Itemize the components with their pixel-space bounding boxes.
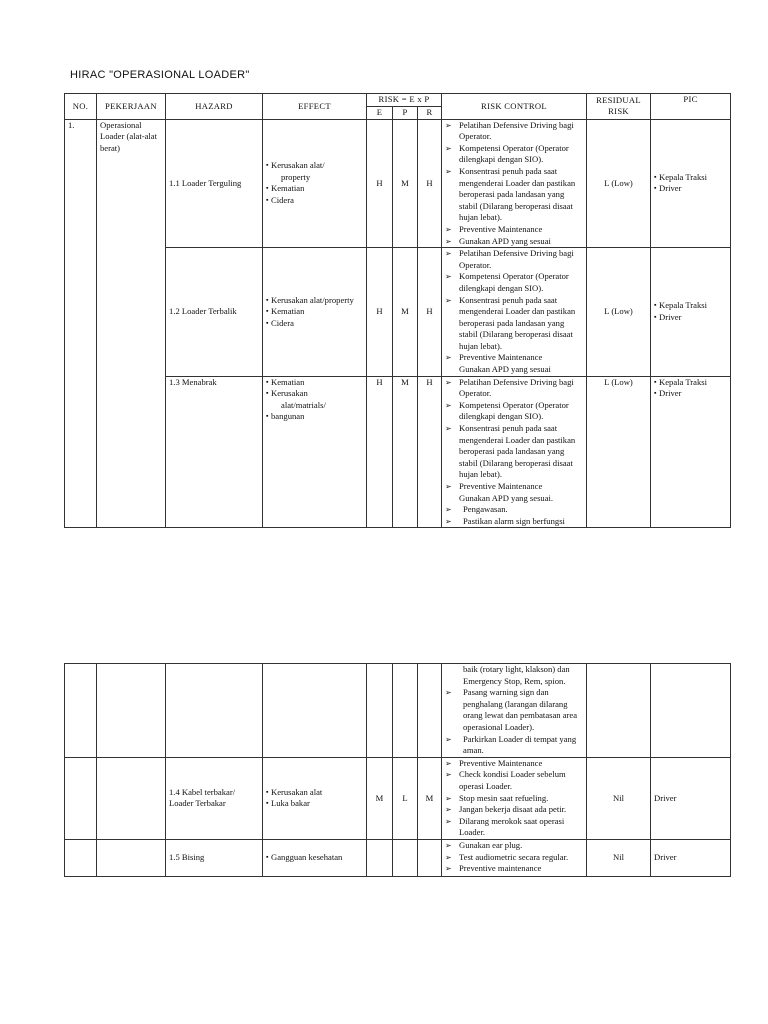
hazard-cell: 1.4 Kabel terbakar/ Loader Terbakar xyxy=(166,757,263,839)
risk-e: H xyxy=(367,119,393,248)
table-row xyxy=(65,664,731,758)
effect-item: ▪ Kerusakan alat/ xyxy=(266,160,363,172)
pic-item: ▪ Driver xyxy=(654,388,727,400)
header-risk-control: RISK CONTROL xyxy=(442,94,587,120)
hazard-cell: 1.1 Loader Terguling xyxy=(166,119,263,248)
risk-p: M xyxy=(393,248,418,377)
hazard-cell: 1.3 Menabrak xyxy=(166,376,263,528)
risk-e: H xyxy=(367,248,393,377)
control-item: ➢ Pasang warning sign dan penghalang (larangan dilarang orang lewat dan pembatasan area operasional Loader). xyxy=(445,687,583,733)
header-risk: RISK = E x P xyxy=(367,94,442,107)
control-item: ➢ Konsentrasi penuh pada saat mengenderai Loader dan pastikan beroperasi pada landasan yang stabil (Dilarang beroperasi disaat hujan lebat). xyxy=(445,295,583,353)
pic-cell: Driver xyxy=(651,757,731,839)
pic-item: ▪ Kepala Traksi xyxy=(654,172,727,184)
control-item: ➢ Gunakan APD yang sesuai xyxy=(445,236,583,248)
header-hazard: HAZARD xyxy=(166,94,263,120)
control-item: ➢ Pelatihan Defensive Driving bagi Operator. xyxy=(445,120,583,143)
effect-item: ▪ Kematian xyxy=(266,306,363,318)
control-item: ➢ Kompetensi Operator (Operator dilengkapi dengan SIO). xyxy=(445,400,583,423)
header-pic: PIC xyxy=(651,94,731,120)
effect-item: ▪ Kematian xyxy=(266,377,363,389)
risk-control-cell xyxy=(442,757,587,839)
job-pekerjaan: Operasional Loader (alat-alat berat) xyxy=(97,119,166,528)
risk-r: M xyxy=(418,757,442,839)
header-p: P xyxy=(393,107,418,120)
pic-cell xyxy=(651,376,731,528)
control-item: ➢ Preventive Maintenance xyxy=(445,224,583,236)
control-item: baik (rotary light, klakson) dan Emergency Stop, Rem, spion. xyxy=(463,664,570,686)
control-item: ➢ Pengawasan. xyxy=(445,504,583,516)
control-item: Gunakan APD yang sesuai xyxy=(459,364,551,375)
residual-risk: Nil xyxy=(587,839,651,876)
control-item: ➢ Preventive maintenance xyxy=(445,863,583,875)
control-item: ➢ Konsentrasi penuh pada saat mengenderai Loader dan pastikan beroperasi pada landasan yang stabil (Dilarang beroperasi disaat hujan lebat). xyxy=(445,166,583,224)
control-item: ➢ Parkirkan Loader di tempat yang aman. xyxy=(445,734,583,757)
control-item: ➢ Konsentrasi penuh pada saat mengenderai Loader dan pastikan beroperasi pada landasan yang stabil (Dilarang beroperasi disaat hujan lebat). xyxy=(445,423,583,481)
header-no: NO. xyxy=(65,94,97,120)
effect-cell xyxy=(263,376,367,528)
risk-r: H xyxy=(418,248,442,377)
risk-r: H xyxy=(418,119,442,248)
effect-cell xyxy=(263,119,367,248)
hazard-cell: 1.5 Bising xyxy=(166,839,263,876)
residual-risk: L (Low) xyxy=(587,248,651,377)
table-row xyxy=(65,119,731,248)
hirac-table-part-2 xyxy=(64,663,731,877)
control-item: ➢ Gunakan ear plug. xyxy=(445,840,583,852)
control-item: ➢ Kompetensi Operator (Operator dilengkapi dengan SIO). xyxy=(445,143,583,166)
control-item: ➢ Preventive Maintenance xyxy=(445,758,583,770)
control-item: ➢ Dilarang merokok saat operasi Loader. xyxy=(445,816,583,839)
risk-p: L xyxy=(393,757,418,839)
header-e: E xyxy=(367,107,393,120)
control-item: ➢ Jangan bekerja disaat ada petir. xyxy=(445,804,583,816)
pic-item: ▪ Kepala Traksi xyxy=(654,300,727,312)
risk-control-cell xyxy=(442,839,587,876)
control-item: ➢ Preventive Maintenance xyxy=(445,352,583,364)
hazard-cell: 1.2 Loader Terbalik xyxy=(166,248,263,377)
pic-cell: Driver xyxy=(651,839,731,876)
control-item: Gunakan APD yang sesuai. xyxy=(459,492,554,503)
table-row xyxy=(65,757,731,839)
control-item: ➢ Check kondisi Loader sebelum operasi Loader. xyxy=(445,769,583,792)
control-item: ➢ Pelatihan Defensive Driving bagi Operator. xyxy=(445,377,583,400)
effect-item: ▪ bangunan xyxy=(266,411,363,423)
header-r: R xyxy=(418,107,442,120)
risk-p xyxy=(393,839,418,876)
effect-item: ▪ Kerusakan alat xyxy=(266,787,363,799)
risk-e xyxy=(367,839,393,876)
pic-item: ▪ Driver xyxy=(654,312,727,324)
residual-risk: L (Low) xyxy=(587,119,651,248)
effect-cell xyxy=(263,248,367,377)
control-item: ➢ Stop mesin saat refueling. xyxy=(445,793,583,805)
effect-item: alat/matrials/ xyxy=(281,399,326,410)
table-row xyxy=(65,839,731,876)
risk-p: M xyxy=(393,376,418,528)
risk-control-cell xyxy=(442,119,587,248)
risk-e: H xyxy=(367,376,393,528)
pic-cell xyxy=(651,119,731,248)
risk-e: M xyxy=(367,757,393,839)
risk-p: M xyxy=(393,119,418,248)
header-effect: EFFECT xyxy=(263,94,367,120)
pic-item: ▪ Kepala Traksi xyxy=(654,377,727,389)
job-number: 1. xyxy=(65,119,97,528)
pic-item: ▪ Driver xyxy=(654,183,727,195)
effect-item: ▪ Kerusakan xyxy=(266,388,363,400)
risk-r xyxy=(418,839,442,876)
control-item: ➢ Preventive Maintenance xyxy=(445,481,583,493)
control-item: ➢ Pastikan alarm sign berfungsi xyxy=(445,516,583,528)
effect-item: ▪ Cidera xyxy=(266,195,363,207)
risk-r: H xyxy=(418,376,442,528)
effect-item: ▪ Kematian xyxy=(266,183,363,195)
pic-cell xyxy=(651,248,731,377)
risk-control-cell xyxy=(442,664,587,758)
hirac-table-part-1 xyxy=(64,93,731,528)
risk-control-cell xyxy=(442,376,587,528)
control-item: ➢ Kompetensi Operator (Operator dilengkapi dengan SIO). xyxy=(445,271,583,294)
effect-item: ▪ Cidera xyxy=(266,318,363,330)
header-pekerjaan: PEKERJAAN xyxy=(97,94,166,120)
risk-control-cell xyxy=(442,248,587,377)
control-item: ➢ Test audiometric secara regular. xyxy=(445,852,583,864)
effect-cell xyxy=(263,757,367,839)
control-item: ➢ Pelatihan Defensive Driving bagi Operator. xyxy=(445,248,583,271)
effect-item: property xyxy=(281,171,311,182)
effect-cell xyxy=(263,839,367,876)
header-residual-risk: RESIDUAL RISK xyxy=(587,94,651,120)
effect-item: ▪ Gangguan kesehatan xyxy=(266,852,363,864)
effect-item: ▪ Kerusakan alat/property xyxy=(266,295,363,307)
residual-risk: L (Low) xyxy=(587,376,651,528)
effect-item: ▪ Luka bakar xyxy=(266,798,363,810)
document-title: HIRAC "OPERASIONAL LOADER" xyxy=(70,69,250,81)
residual-risk: Nil xyxy=(587,757,651,839)
